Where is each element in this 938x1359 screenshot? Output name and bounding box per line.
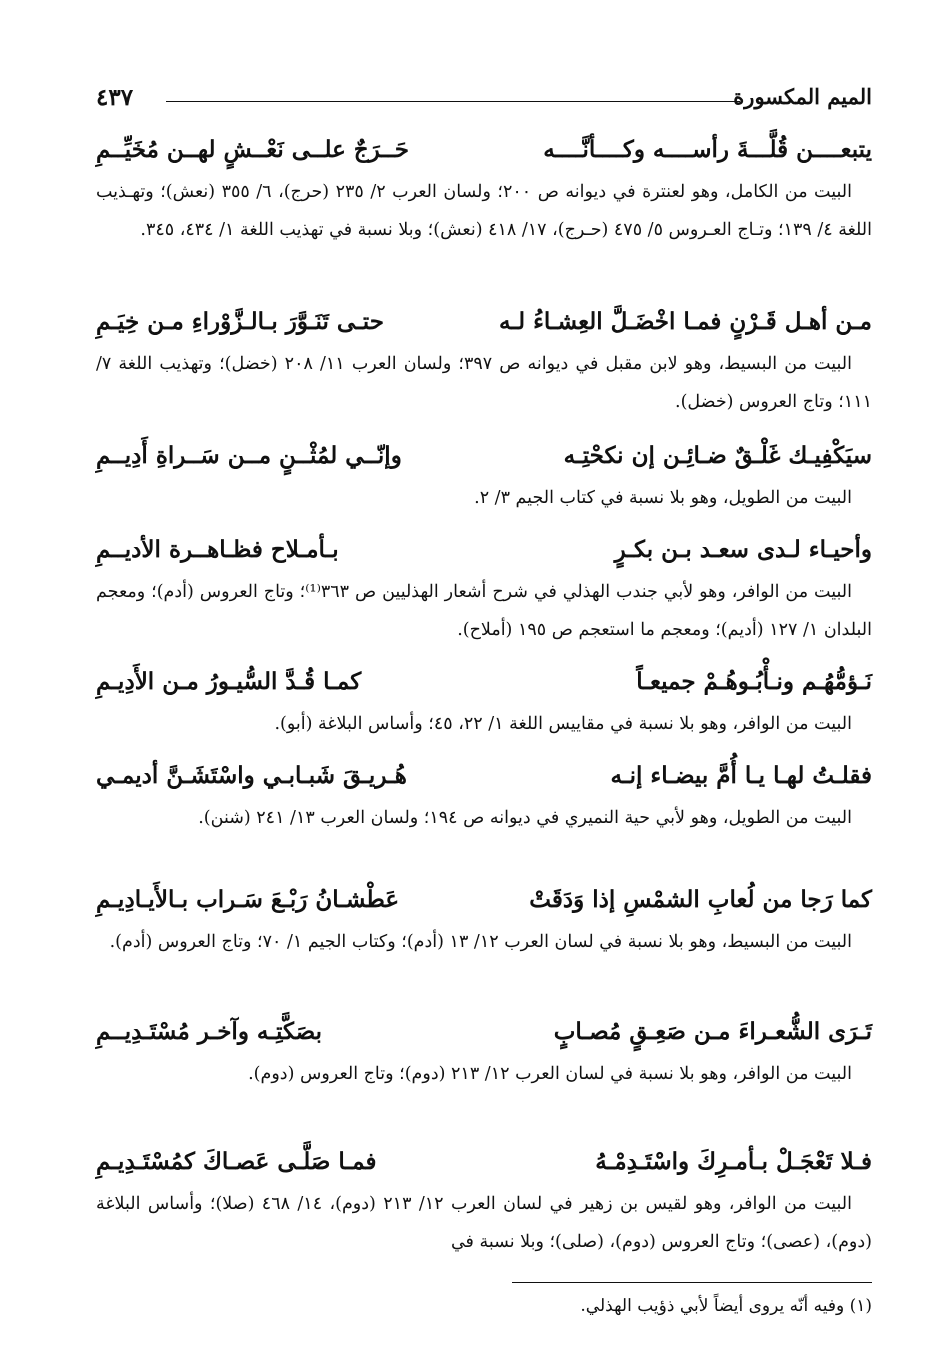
- header-rule: [166, 101, 740, 102]
- page-number: ٤٣٧: [96, 84, 134, 111]
- verse-hemistich-first: وأحيـاء لـدى سعـد بـن بكـرٍ: [614, 536, 872, 563]
- verse-line: [96, 130, 872, 178]
- verse-line: [96, 1012, 872, 1060]
- verse-entry: [96, 436, 872, 518]
- verse-line: [96, 530, 872, 578]
- verse-source-note: البيت من الوافر، وهو بلا نسبة في مقاييس اللغة ١/ ٢٢، ٤٥؛ وأساس البلاغة (أبو).: [274, 714, 852, 734]
- verse-hemistich-second: عَطْشـانُ رَبْـعَ سَـراب بـالأَيـادِيـمِ: [96, 886, 400, 913]
- verse-entry: [96, 530, 872, 649]
- verse-entry: [96, 1142, 872, 1261]
- verse-line: [96, 756, 872, 804]
- verse-entry: [96, 662, 872, 744]
- verse-line: [96, 880, 872, 928]
- verse-hemistich-first: مـن أهـل قَـرْنٍ فمـا اخْضَـلَّ العِشـاءُ لـه: [499, 308, 872, 335]
- verse-line: [96, 302, 872, 350]
- verse-source-note: البيت من البسيط، وهو لابن مقبل في ديوانه ص ٣٩٧؛ ولسان العرب ١١/ ٢٠٨ (خضل)؛ وتهذيب اللغة ٧/ ١١١؛ وتاج العروس (خضل).: [96, 354, 872, 412]
- verse-hemistich-first: فـلا تَعْجَـلْ بـأمـرِكَ واسْتَـدِمْـهُ: [595, 1148, 872, 1175]
- verse-hemistich-first: سيَكْفِيـك غَلْـقٌ ضـائِـن إن نكحْتِـه: [563, 442, 872, 469]
- verse-entry: [96, 756, 872, 838]
- verse-hemistich-second: بـأمـلاح فظـاهــرة الأديــمِ: [96, 536, 339, 563]
- verse-entry: [96, 302, 872, 421]
- verse-hemistich-second: كمـا قُـدَّ السُّيـورُ مـن الأَدِيـمِ: [96, 668, 362, 695]
- verse-hemistich-first: نَـؤمُّهُـم ونـأْبُـوهُـمْ جميعـاً: [636, 668, 872, 695]
- verse-source-note: البيت من الوافر، وهو لقيس بن زهير في لسان العرب ١٢/ ٢١٣ (دوم)، ١٤/ ٤٦٨ (صلا)؛ وأساس البلاغة (دوم)، (عصى)؛ وتاج العروس (دوم)، (صلى)؛ وبلا نسبة في: [96, 1194, 872, 1252]
- verse-hemistich-second: حتـى تَنَـوَّرَ بـالـزَّوْراءِ مـن خِيَـمِ: [96, 308, 384, 335]
- verse-hemistich-first: يتبعــــن قُلَّـــةَ رأســــه وكــــأنَّــــه: [543, 136, 872, 163]
- verse-line: [96, 1142, 872, 1190]
- verse-hemistich-first: تَـرَى الشُّعـراءَ مـن صَعِـقٍ مُصـابٍ: [553, 1018, 872, 1045]
- chapter-title: الميم المكسورة: [733, 84, 872, 109]
- verse-source-note: البيت من الوافر، وهو لأبي جندب الهذلي في شرح أشعار الهذليين ص ٣٦٣⁽¹⁾؛ وتاج العروس (أدم)؛ ومعجم البلدان ١/ ١٢٧ (أديم)؛ ومعجم ما استعجم ص ١٩٥ (أملاح).: [96, 582, 872, 640]
- verse-source-note: البيت من الوافر، وهو بلا نسبة في لسان العرب ١٢/ ٢١٣ (دوم)؛ وتاج العروس (دوم).: [248, 1064, 852, 1084]
- verse-source-note: البيت من الكامل، وهو لعنترة في ديوانه ص ٢٠٠؛ ولسان العرب ٢/ ٢٣٥ (حرج)، ٦/ ٣٥٥ (نعش)؛ وتهـذيب اللغة ٤/ ١٣٩؛ وتـاج العـروس ٥/ ٤٧٥ (حـرج)، ١٧/ ٤١٨ (نعش)؛ وبلا نسبة في تهذيب اللغة ١/ ٤٣٤، ٣٤٥.: [96, 182, 872, 240]
- verse-entry: [96, 130, 872, 249]
- verse-hemistich-first: كما رَجا من لُعابِ الشمْسِ إذا وَدَقَتْ: [529, 886, 872, 913]
- verse-hemistich-second: وإنّــي لمُثْــنٍ مــن سَــراةِ أَدِيــمِ: [96, 442, 402, 469]
- verse-source-note: البيت من البسيط، وهو بلا نسبة في لسان العرب ١٢/ ١٣ (أدم)؛ وكتاب الجيم ١/ ٧٠؛ وتاج العروس (أدم).: [109, 932, 852, 952]
- verse-source-note: البيت من الطويل، وهو بلا نسبة في كتاب الجيم ٣/ ٢.: [474, 488, 852, 508]
- verse-hemistich-first: فقلـتُ لهـا يـا أُمَّ بيضـاء إنـه: [610, 762, 872, 789]
- verse-hemistich-second: بصَكَّتِـه وآخـر مُسْتَـدِيــمِ: [96, 1018, 322, 1045]
- verse-hemistich-second: حَــرَجٌ علــى نَعْــشٍ لهــن مُخَيِّــمِ: [96, 136, 410, 163]
- verse-source-note: البيت من الطويل، وهو لأبي حية النميري في ديوانه ص ١٩٤؛ ولسان العرب ١٣/ ٢٤١ (شنن).: [198, 808, 852, 828]
- verse-hemistich-second: فمـا صَلَّـى عَصـاكَ كمُسْتَـدِيـمِ: [96, 1148, 377, 1175]
- footnote-rule: [512, 1282, 872, 1283]
- verse-entry: [96, 1012, 872, 1094]
- verse-line: [96, 436, 872, 484]
- verse-hemistich-second: هُـريـقَ شَبـابـي واسْتَشَـنَّ أديمـي: [96, 762, 407, 789]
- page-header: [96, 84, 872, 118]
- footnote: (١) وفيه أنّه يروى أيضاً لأبي ذؤيب الهذلي.: [580, 1296, 872, 1316]
- document-page: [96, 0, 872, 1359]
- verse-entry: [96, 880, 872, 962]
- verse-line: [96, 662, 872, 710]
